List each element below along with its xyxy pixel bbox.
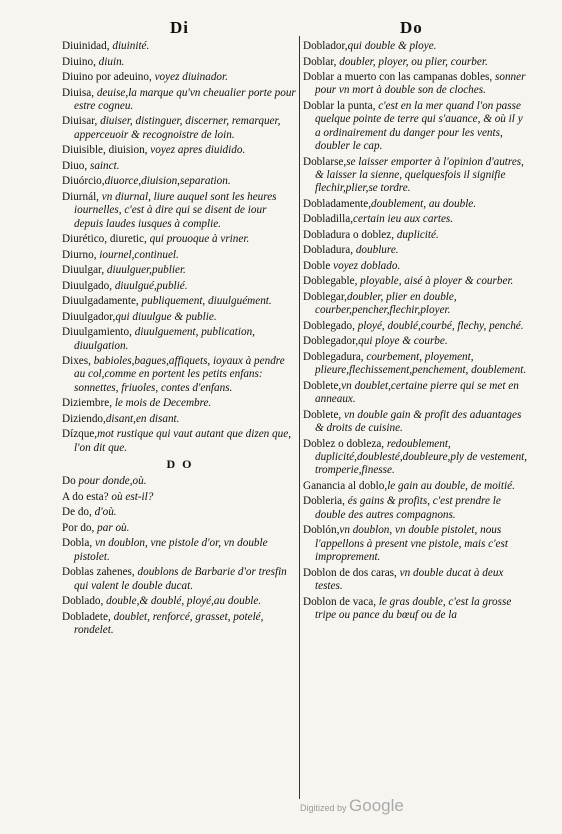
dictionary-entry xyxy=(303,438,531,478)
dictionary-entry xyxy=(62,115,298,142)
entry-definition: mot rustique qui vaut autant que dizen que, l'on dit que. xyxy=(74,428,292,454)
dictionary-entry xyxy=(303,409,531,436)
entry-headword: Dobladura o doblez, xyxy=(303,228,395,241)
dictionary-entry xyxy=(303,156,531,196)
entry-headword: Doblar, xyxy=(303,55,337,68)
dictionary-entry xyxy=(62,295,298,308)
entry-headword: Doblez o dobleza, xyxy=(303,437,385,450)
entry-definition: le mois de Decembre. xyxy=(112,397,212,410)
dictionary-entry xyxy=(62,249,298,262)
running-head-left: Di xyxy=(170,18,189,37)
entry-headword: Doble xyxy=(303,259,331,272)
entry-definition: voyez apres diuidido. xyxy=(147,144,246,157)
entry-headword: Diuinidad, xyxy=(62,40,110,52)
entry-definition: vn double gain & profit des aduantages & droits de cuisine. xyxy=(315,408,522,435)
entry-definition: diuulguement, publication, diuulgation. xyxy=(74,326,255,352)
entry-headword: Diuisible, diuision, xyxy=(62,144,148,157)
dictionary-entry xyxy=(303,380,531,407)
dictionary-entry xyxy=(303,213,531,226)
entry-headword: Diziembre, xyxy=(62,397,113,410)
entry-definition: vn doublon, vne pistole d'or, vn double pistolet. xyxy=(74,537,268,563)
entry-definition: doublure. xyxy=(353,244,399,257)
entry-definition: vn diurnal, liure auquel sont les heures iournelles, c'est à dire qui se disent de iour depuis laudes iusques à complie. xyxy=(74,190,277,230)
google-logo: Google xyxy=(349,796,404,815)
entry-headword: A do esta? xyxy=(62,490,109,503)
dictionary-entry xyxy=(303,275,531,288)
dictionary-entry xyxy=(62,522,298,535)
dictionary-entry xyxy=(62,537,298,564)
dictionary-entry xyxy=(303,229,531,242)
running-head-right: Do xyxy=(400,18,423,37)
right-entries xyxy=(303,40,531,624)
entry-definition: diuiser, distinguer, discerner, remarquer, apperceuoir & recognoistre de loin. xyxy=(74,115,281,141)
entry-headword: Doblegado, xyxy=(303,319,355,332)
entry-definition: redoublement, duplicité,doublesté,doubleure,ply de vestement, tromperie,finesse. xyxy=(315,437,528,477)
dictionary-entry xyxy=(62,160,298,173)
entry-definition: diuorce,diuision,separation. xyxy=(104,175,231,188)
entry-definition: diuulgué,publié. xyxy=(112,279,188,292)
dictionary-entry xyxy=(303,596,531,623)
dictionary-entry xyxy=(303,480,531,493)
entry-definition: doubler, plier en double, courber,pencher,flechir,ployer. xyxy=(315,290,457,317)
dictionary-entry xyxy=(303,567,531,594)
entry-headword: Diuisa, xyxy=(62,86,95,99)
section-label-do: D O xyxy=(166,457,194,472)
dictionary-entry xyxy=(62,566,298,593)
entry-headword: Diurético, diuretic, xyxy=(62,233,147,246)
dictionary-entry xyxy=(62,413,298,426)
dictionary-entry xyxy=(62,355,298,395)
entry-definition: courbement, ployement, plieure,flechissement,penchement, doublement. xyxy=(315,350,527,377)
entry-definition: se laisser emporter à l'opinion d'autres, & laisser la sienne, quelquesfois il signifie flechir,plier,se tordre. xyxy=(315,155,524,195)
dictionary-entry xyxy=(62,87,298,114)
entry-headword: Dobladamente, xyxy=(303,197,372,210)
dictionary-entry xyxy=(303,71,531,98)
entry-definition: pour donde,où. xyxy=(75,475,147,488)
entry-headword: Dobladura, xyxy=(303,244,354,257)
entry-definition: le gain au double, de moitié. xyxy=(387,479,515,492)
entry-definition: diuulguer,publier. xyxy=(104,264,186,277)
entry-headword: Diuulgamiento, xyxy=(62,326,132,339)
entry-headword: Diuulgar, xyxy=(62,264,105,277)
entry-definition: certain ieu aux cartes. xyxy=(353,213,454,226)
entry-definition: babioles,bagues,affiquets, ioyaux à pendre au col,comme en portent les petits enfans: sonnettes, friuoles, contes d'enfans. xyxy=(74,355,285,394)
entry-headword: Doblegadura, xyxy=(303,350,364,363)
dictionary-entry xyxy=(62,280,298,293)
dictionary-entry xyxy=(303,40,531,53)
dictionary-entry xyxy=(303,198,531,211)
entry-headword: Dobladilla, xyxy=(303,213,354,226)
dictionary-entry xyxy=(303,291,531,318)
entry-definition: où est-il? xyxy=(108,490,154,503)
entry-definition: és gains & profits, c'est prendre le double des autres compagnons. xyxy=(315,495,501,521)
entry-definition: par où. xyxy=(94,521,130,534)
entry-definition: qui double & ploye. xyxy=(347,40,437,52)
entry-headword: Doblegable, xyxy=(303,275,358,288)
entry-definition: c'est en la mer quand l'on passe quelque pointe de terre qui s'auance, & où il y a ordinairement du danger pour les vents, doubler le cap. xyxy=(315,99,523,153)
digitized-by-watermark xyxy=(300,796,404,816)
entry-definition: le gras double, c'est la grosse tripe ou pance du bœuf ou de la xyxy=(315,595,512,621)
entry-definition: doubler, ployer, ou plier, courber. xyxy=(336,55,488,68)
entry-headword: Diuino, xyxy=(62,55,96,68)
dictionary-entry xyxy=(62,144,298,157)
entry-headword: Doblegar, xyxy=(303,290,347,303)
entry-headword: Diziendo, xyxy=(62,412,106,425)
entry-headword: Diuulgador, xyxy=(62,310,116,323)
entry-headword: De do, xyxy=(62,506,92,519)
entry-headword: Diuulgadamente, xyxy=(62,295,139,308)
entry-definition: d'où. xyxy=(91,506,117,519)
dictionary-entry xyxy=(303,495,531,522)
column-divider xyxy=(299,36,300,799)
entry-definition: vn doublet,certaine pierre qui se met en anneaux. xyxy=(315,379,519,406)
entry-definition: diuin. xyxy=(95,55,125,68)
entry-headword: Doblón, xyxy=(303,524,340,537)
dictionary-entry xyxy=(62,264,298,277)
entry-headword: Dobleria, xyxy=(303,495,345,508)
digitized-prefix: Digitized by xyxy=(300,803,347,813)
dictionary-entry xyxy=(62,175,298,188)
entry-definition: voyez doblado. xyxy=(330,259,401,272)
entry-headword: Por do, xyxy=(62,521,95,534)
entry-definition: qui diuulgue & publie. xyxy=(115,310,217,323)
entry-headword: Diurno, xyxy=(62,248,97,261)
dictionary-entry xyxy=(62,397,298,410)
entry-definition: iournel,continuel. xyxy=(96,248,179,261)
entry-definition: diuinité. xyxy=(109,40,150,52)
dictionary-entry xyxy=(62,233,298,246)
entry-headword: Doblon de vaca, xyxy=(303,595,377,608)
entry-headword: Do xyxy=(62,475,76,488)
entry-headword: Doblon de dos caras, xyxy=(303,566,397,579)
dictionary-entry xyxy=(62,506,298,519)
entry-headword: Diuisar, xyxy=(62,115,98,128)
entry-headword: Doblador, xyxy=(303,40,348,52)
entry-headword: Diuulgado, xyxy=(62,279,113,292)
dictionary-entry xyxy=(62,475,298,488)
entry-definition: double,& doublé, ployé,au double. xyxy=(103,595,262,608)
dictionary-entry xyxy=(62,191,298,231)
entry-definition: qui ploye & courbe. xyxy=(358,335,448,348)
dictionary-entry xyxy=(303,260,531,273)
entry-headword: Diuo, xyxy=(62,159,88,172)
entry-headword: Doblete, xyxy=(303,408,342,421)
entry-definition: sonner pour vn mort à double son de cloches. xyxy=(315,71,526,97)
entry-definition: disant,en disant. xyxy=(105,412,180,425)
entry-definition: qui prouoque à vriner. xyxy=(146,233,250,246)
entry-definition: doublet, renforcé, grasset, potelé, rondelet. xyxy=(74,610,264,636)
entry-definition: publiquement, diuulguément. xyxy=(138,295,272,308)
entry-headword: Diurnál, xyxy=(62,190,99,203)
entry-definition: duplicité. xyxy=(394,228,439,241)
entry-definition: doublement, au double. xyxy=(371,197,477,210)
entry-headword: Dixes, xyxy=(62,355,91,368)
entry-definition: ployable, aisé à ployer & courber. xyxy=(357,275,514,288)
entry-headword: Doblarse, xyxy=(303,155,347,168)
dictionary-entry xyxy=(303,100,531,154)
entry-headword: Diuórcio, xyxy=(62,175,105,188)
dictionary-entry xyxy=(303,335,531,348)
entry-definition: doublons de Barbarie d'or tresfin qui valent le double ducat. xyxy=(74,566,287,592)
entry-headword: Dobladete, xyxy=(62,610,111,623)
entry-headword: Doblar la punta, xyxy=(303,99,376,112)
entry-headword: Dobla, xyxy=(62,537,93,550)
dictionary-entry xyxy=(303,244,531,257)
entry-headword: Doblar a muerto con las campanas dobles, xyxy=(303,71,493,83)
dictionary-entry xyxy=(62,428,298,455)
entry-definition: sainct. xyxy=(87,159,120,172)
entry-headword: Dízque, xyxy=(62,428,98,441)
entry-headword: Doblas zahenes, xyxy=(62,566,135,579)
dictionary-entry xyxy=(62,311,298,324)
dictionary-entry xyxy=(62,595,298,608)
entry-headword: Ganancia al doblo, xyxy=(303,479,388,492)
entry-headword: Diuino por adeuino, xyxy=(62,71,152,83)
dictionary-entry xyxy=(62,56,298,69)
entry-headword: Doblado, xyxy=(62,595,104,608)
entry-headword: Doblete, xyxy=(303,379,342,392)
dictionary-entry xyxy=(62,71,298,84)
entry-definition: deuise,la marque qu'vn cheualier porte pour estre cogneu. xyxy=(74,86,296,112)
entry-definition: ployé, doublé,courbé, flechy, penché. xyxy=(354,319,524,332)
dictionary-entry xyxy=(62,40,298,53)
left-entries xyxy=(62,40,298,639)
dictionary-entry xyxy=(303,320,531,333)
entry-definition: voyez diuinador. xyxy=(151,71,228,83)
entry-definition: vn double ducat à deux testes. xyxy=(315,566,504,592)
entry-definition: vn doublon, vn double pistolet, nous l'appellons à present vne pistole, mais c'est improprement. xyxy=(315,524,508,564)
dictionary-entry xyxy=(303,524,531,564)
dictionary-entry xyxy=(303,351,531,378)
dictionary-entry xyxy=(62,326,298,353)
dictionary-entry xyxy=(62,491,298,504)
dictionary-entry xyxy=(62,611,298,638)
entry-headword: Doblegador, xyxy=(303,335,359,348)
dictionary-entry xyxy=(303,56,531,69)
